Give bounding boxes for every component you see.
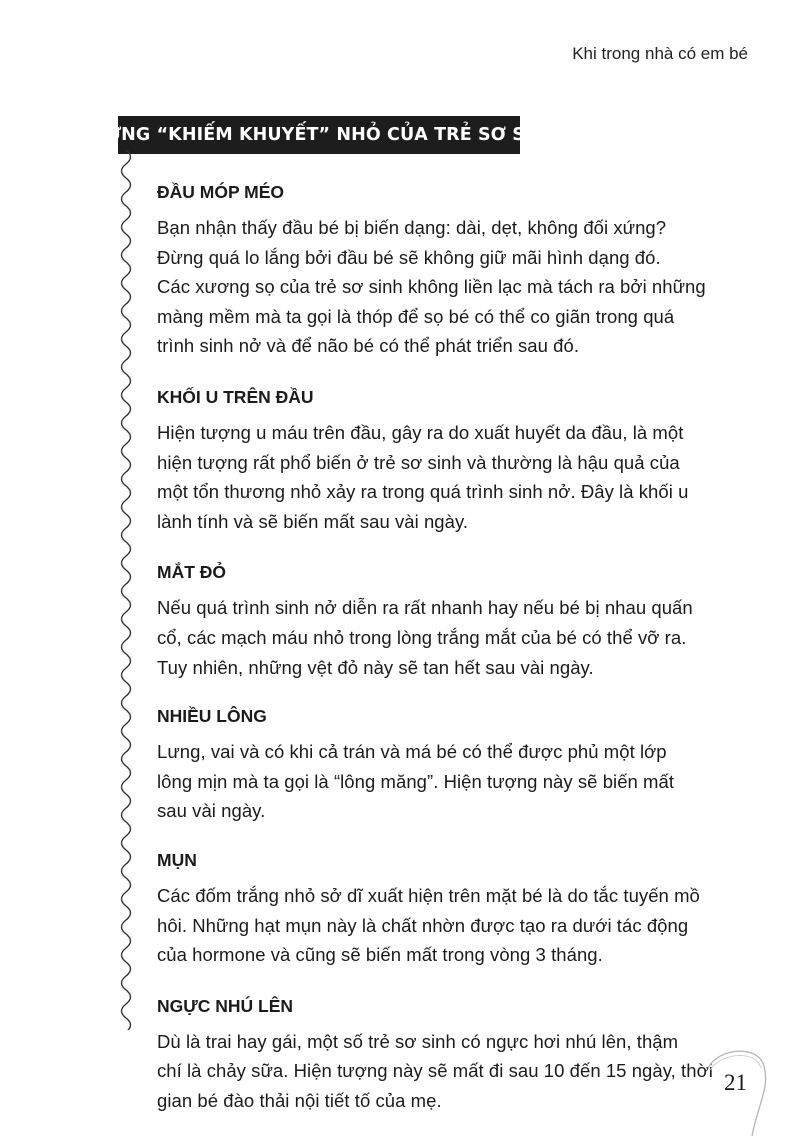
section-body: Dù là trai hay gái, một số trẻ sơ sinh có ngực hơi nhú lên, thậm chí là chảy sữa. Hiện tượng này sẽ mất đi sau 10 đến 15 ngày, thời gian bé đào thải nội tiết tố của mẹ. — [157, 1030, 713, 1111]
section-body: Bạn nhận thấy đầu bé bị biến dạng: dài, dẹt, không đối xứng? Đừng quá lo lắng bởi đầu bé sẽ không giữ mãi hình dạng đó. Các xương sọ của trẻ sơ sinh không liền lạc mà tách ra bởi những màng mềm mà ta gọi là thóp để sọ bé có thể co giãn trong quá trình sinh nở và để não bé có thể phát triển sau đó. — [157, 217, 706, 357]
section-mat-do — [157, 560, 717, 682]
section-mun — [157, 848, 717, 970]
section-khoi-u-tren-dau — [157, 385, 717, 536]
section-heading: NGỰC NHÚ LÊN — [157, 995, 294, 1016]
section-nguc-nhu-len — [157, 994, 717, 1116]
section-heading: MẮT ĐỎ — [157, 562, 227, 583]
section-heading: NHIỀU LÔNG — [157, 706, 267, 727]
squiggle-border-decoration — [110, 150, 140, 1030]
section-body: Hiện tượng u máu trên đầu, gây ra do xuất huyết da đầu, là một hiện tượng rất phổ biến ở trẻ sơ sinh và thường là hậu quả của một tổn thương nhỏ xảy ra trong quá trình sinh nở. Đây là khối u lành tính và sẽ biến mất sau vài ngày. — [157, 421, 689, 532]
section-body: Nếu quá trình sinh nở diễn ra rất nhanh hay nếu bé bị nhau quấn cổ, các mạch máu nhỏ trong lòng trắng mắt của bé có thể vỡ ra. Tuy nhiên, những vệt đỏ này sẽ tan hết sau vài ngày. — [157, 597, 693, 678]
section-heading: ĐẦU MÓP MÉO — [157, 182, 285, 202]
section-body: Lưng, vai và có khi cả trán và má bé có thể được phủ một lớp lông mịn mà ta gọi là “lông măng”. Hiện tượng này sẽ biến mất sau vài ngày. — [157, 741, 675, 822]
content — [157, 180, 717, 1115]
section-body: Các đốm trắng nhỏ sở dĩ xuất hiện trên mặt bé là do tắc tuyến mồ hôi. Những hạt mụn này là chất nhờn được tạo ra dưới tác động của hormone và cũng sẽ biến mất trong vòng 3 tháng. — [157, 884, 700, 966]
section-heading: KHỐI U TRÊN ĐẦU — [157, 386, 314, 407]
section-nhieu-long — [157, 704, 717, 826]
section-heading: MỤN — [157, 849, 197, 870]
running-header: Khi trong nhà có em bé — [572, 44, 748, 63]
box-title: NHỮNG “KHIẾM KHUYẾT” NHỎ CỦA TRẺ SƠ SINH — [118, 116, 520, 154]
page-number: 21 — [724, 1070, 747, 1095]
section-dau-mop-meo — [157, 180, 717, 361]
